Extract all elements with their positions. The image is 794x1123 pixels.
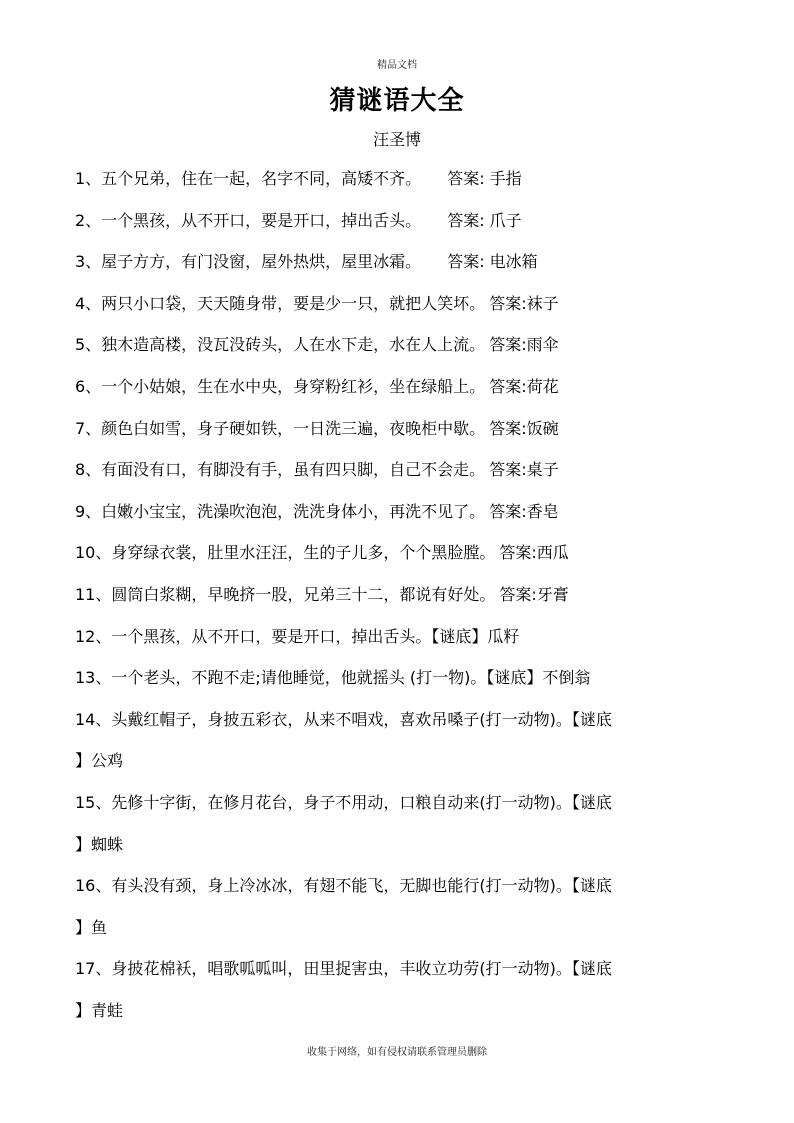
riddle-text: 16、有头没有颈，身上冷冰冰，有翅不能飞，无脚也能行(打一动物)。【谜底	[75, 876, 612, 896]
riddle-line	[75, 498, 715, 540]
riddle-text: 10、身穿绿衣裳，肚里水汪汪，生的子儿多，个个黑脸膛。	[75, 543, 496, 563]
riddle-answer: 答案:桌子	[489, 460, 559, 480]
riddle-line	[75, 747, 715, 789]
riddle-text: 9、白嫩小宝宝，洗澡吹泡泡，洗洗身体小，再洗不见了。	[75, 501, 486, 521]
riddle-line	[75, 789, 715, 831]
riddle-line	[75, 706, 715, 748]
riddle-text: 4、两只小口袋，天天随身带，要是少一只，就把人笑坏。	[75, 293, 486, 313]
page-title: 猜谜语大全	[329, 86, 465, 116]
riddle-answer: 答案:饭碗	[489, 418, 559, 438]
riddle-text: 6、一个小姑娘，生在水中央，身穿粉红衫，坐在绿船上。	[75, 376, 486, 396]
footer-note: 收集于网络，如有侵权请联系管理员删除	[307, 1047, 487, 1058]
riddle-text: 3、屋子方方，有门没窗，屋外热烘，屋里冰霜。	[75, 252, 422, 272]
riddle-text: 】青蛙	[75, 1000, 124, 1020]
riddle-text: 2、一个黑孩，从不开口，要是开口，掉出舌头。	[75, 210, 422, 230]
riddle-line	[75, 914, 715, 956]
riddle-line	[75, 831, 715, 873]
riddle-line	[75, 581, 715, 623]
riddle-line	[75, 331, 715, 373]
riddle-line	[75, 207, 715, 249]
riddle-answer: 答案:西瓜	[499, 543, 569, 563]
riddle-answer: 答案:香皂	[489, 501, 559, 521]
riddle-line	[75, 955, 715, 997]
riddle-text: 】公鸡	[75, 751, 124, 771]
riddle-text: 14、头戴红帽子，身披五彩衣，从来不唱戏，喜欢吊嗓子(打一动物)。【谜底	[75, 709, 612, 729]
riddle-text: 1、五个兄弟，住在一起，名字不同，高矮不齐。	[75, 169, 422, 188]
riddle-text: 】鱼	[75, 917, 108, 937]
riddle-text: 13、一个老头，不跑不走;请他睡觉，他就摇头 (打一物)。【谜底】不倒翁	[75, 668, 591, 688]
riddle-answer: 答案:荷花	[489, 376, 559, 396]
header-note: 精品文档	[377, 60, 417, 71]
riddle-answer: 答案:袜子	[489, 293, 559, 313]
riddle-line	[75, 456, 715, 498]
riddle-answer: 答案: 手指	[447, 169, 522, 188]
riddle-answer: 答案:牙膏	[499, 584, 569, 604]
riddle-line	[75, 872, 715, 914]
riddle-text: 17、身披花棉袄，唱歌呱呱叫，田里捉害虫，丰收立功劳(打一动物)。【谜底	[75, 959, 612, 979]
riddle-line	[75, 997, 715, 1039]
riddle-answer: 答案:雨伞	[489, 335, 559, 355]
riddle-text: 11、圆筒白浆糊，早晚挤一股，兄弟三十二，都说有好处。	[75, 584, 496, 604]
riddle-text: 5、独木造高楼，没瓦没砖头，人在水下走，水在人上流。	[75, 335, 486, 355]
riddle-line	[75, 373, 715, 415]
riddle-text: 7、颜色白如雪，身子硬如铁，一日洗三遍，夜晚柜中歇。	[75, 418, 486, 438]
riddle-text: 12、一个黑孩，从不开口，要是开口，掉出舌头。【谜底】瓜籽	[75, 626, 520, 646]
riddle-answer: 答案: 爪子	[447, 210, 522, 230]
riddle-line	[75, 248, 715, 290]
riddle-text: 8、有面没有口，有脚没有手，虽有四只脚，自己不会走。	[75, 460, 486, 480]
riddle-line	[75, 290, 715, 332]
riddle-answer: 答案: 电冰箱	[447, 252, 538, 272]
riddle-text: 】蜘蛛	[75, 834, 124, 854]
riddle-list	[75, 165, 715, 1038]
author-name: 汪圣博	[372, 130, 421, 149]
riddle-line	[75, 664, 715, 706]
riddle-line	[75, 415, 715, 457]
riddle-line	[75, 165, 715, 207]
riddle-text: 15、先修十字街，在修月花台，身子不用动，口粮自动来(打一动物)。【谜底	[75, 792, 612, 812]
riddle-line	[75, 623, 715, 665]
riddle-line	[75, 539, 715, 581]
